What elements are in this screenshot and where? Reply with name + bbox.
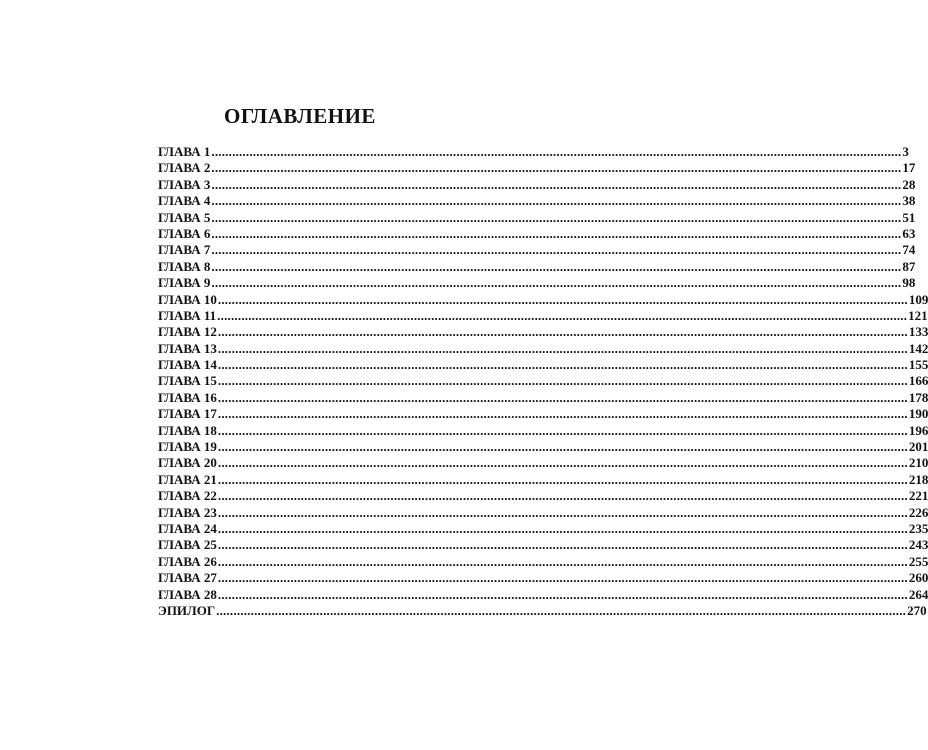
toc-dot-leader: ........................................................................................................................................................................................................ — [211, 209, 902, 225]
toc-entry — [158, 504, 928, 521]
toc-entry — [158, 488, 928, 504]
toc-entry-page-number: 243 — [908, 537, 928, 553]
toc-entry — [158, 209, 916, 226]
toc-dot-leader: ........................................................................................................................................................................................................ — [217, 307, 908, 323]
toc-entry — [158, 225, 916, 242]
toc-entry-label: ЭПИЛОГ — [158, 602, 216, 618]
toc-dot-leader: ........................................................................................................................................................................................................ — [217, 291, 908, 307]
toc-entry-page-number: 190 — [908, 406, 928, 422]
toc-entry-page-number: 109 — [908, 291, 928, 307]
toc-entry-page-number: 121 — [908, 307, 928, 323]
toc-dot-leader: ........................................................................................................................................................................................................ — [217, 406, 908, 422]
toc-entry-label: ГЛАВА 20 — [158, 455, 217, 471]
toc-entry-label: ГЛАВА 6 — [158, 225, 211, 241]
toc-entry-page-number: 260 — [908, 570, 928, 586]
toc-dot-leader: ........................................................................................................................................................................................................ — [211, 225, 902, 241]
toc-entry — [158, 176, 916, 193]
toc-entry-page-number: 74 — [902, 242, 916, 258]
toc-entry-label: ГЛАВА 7 — [158, 242, 211, 258]
toc-entry-label: ГЛАВА 28 — [158, 586, 217, 602]
toc-entry-label: ГЛАВА 22 — [158, 488, 217, 504]
toc-entry-label: ГЛАВА 9 — [158, 275, 211, 291]
toc-entry-label: ГЛАВА 14 — [158, 357, 217, 373]
toc-entry-label: ГЛАВА 1 — [158, 144, 211, 159]
toc-entry — [158, 586, 928, 603]
toc-entry — [158, 340, 928, 357]
toc-entry-page-number: 63 — [902, 225, 916, 241]
toc-dot-leader: ........................................................................................................................................................................................................ — [217, 553, 908, 569]
toc-entry-label: ГЛАВА 27 — [158, 570, 217, 586]
toc-dot-leader: ........................................................................................................................................................................................................ — [217, 504, 908, 520]
toc-entry-label: ГЛАВА 26 — [158, 553, 217, 569]
toc-entry-page-number: 38 — [902, 193, 916, 209]
toc-entry-page-number: 133 — [908, 324, 928, 340]
toc-dot-leader: ........................................................................................................................................................................................................ — [217, 520, 908, 536]
toc-entry — [158, 357, 928, 373]
toc-dot-leader: ........................................................................................................................................................................................................ — [217, 357, 908, 373]
table-of-contents — [158, 144, 928, 619]
toc-entry — [158, 275, 916, 291]
toc-entry — [158, 291, 928, 308]
toc-entry — [158, 307, 928, 324]
toc-entry-label: ГЛАВА 2 — [158, 160, 211, 176]
toc-entry-label: ГЛАВА 18 — [158, 422, 217, 438]
toc-entry-page-number: 142 — [908, 340, 928, 356]
toc-entry-label: ГЛАВА 3 — [158, 176, 211, 192]
toc-dot-leader: ........................................................................................................................................................................................................ — [217, 537, 908, 553]
toc-entry — [158, 324, 928, 340]
toc-dot-leader: ........................................................................................................................................................................................................ — [217, 373, 908, 389]
toc-entry — [158, 258, 916, 275]
toc-entry-label: ГЛАВА 11 — [158, 307, 217, 323]
toc-entry — [158, 455, 928, 471]
toc-dot-leader: ........................................................................................................................................................................................................ — [217, 422, 908, 438]
toc-entry-label: ГЛАВА 4 — [158, 193, 211, 209]
toc-dot-leader: ........................................................................................................................................................................................................ — [217, 471, 908, 487]
toc-entry-label: ГЛАВА 8 — [158, 258, 211, 274]
toc-entry-label: ГЛАВА 25 — [158, 537, 217, 553]
toc-dot-leader: ........................................................................................................................................................................................................ — [211, 275, 902, 291]
toc-entry — [158, 570, 928, 586]
toc-entry-page-number: 221 — [908, 488, 928, 504]
toc-entry — [158, 373, 928, 389]
toc-dot-leader: ........................................................................................................................................................................................................ — [217, 570, 908, 586]
toc-entry-label: ГЛАВА 21 — [158, 471, 217, 487]
toc-entry — [158, 553, 928, 570]
toc-entry-page-number: 17 — [902, 160, 916, 176]
toc-entry-page-number: 87 — [902, 258, 916, 274]
toc-entry-page-number: 178 — [908, 389, 928, 405]
toc-dot-leader: ........................................................................................................................................................................................................ — [211, 258, 902, 274]
toc-entry-page-number: 155 — [908, 357, 928, 373]
toc-entry — [158, 144, 909, 160]
toc-entry-page-number: 235 — [908, 520, 928, 536]
toc-dot-leader: ........................................................................................................................................................................................................ — [211, 160, 902, 176]
toc-entry — [158, 602, 927, 619]
toc-entry-label: ГЛАВА 15 — [158, 373, 217, 389]
toc-dot-leader: ........................................................................................................................................................................................................ — [216, 602, 907, 618]
toc-entry-page-number: 98 — [902, 275, 916, 291]
toc-entry-page-number: 226 — [908, 504, 928, 520]
toc-entry-page-number: 218 — [908, 471, 928, 487]
toc-entry-page-number: 166 — [908, 373, 928, 389]
toc-dot-leader: ........................................................................................................................................................................................................ — [217, 488, 908, 504]
toc-entry — [158, 520, 928, 537]
toc-dot-leader: ........................................................................................................................................................................................................ — [217, 389, 908, 405]
toc-entry-page-number: 201 — [908, 439, 928, 455]
toc-dot-leader: ........................................................................................................................................................................................................ — [211, 176, 902, 192]
toc-dot-leader: ........................................................................................................................................................................................................ — [211, 242, 902, 258]
toc-entry-label: ГЛАВА 5 — [158, 209, 211, 225]
toc-entry-page-number: 51 — [902, 209, 916, 225]
toc-entry-label: ГЛАВА 23 — [158, 504, 217, 520]
toc-entry — [158, 389, 928, 406]
toc-entry — [158, 160, 916, 176]
toc-entry — [158, 537, 928, 553]
toc-entry-label: ГЛАВА 10 — [158, 291, 217, 307]
toc-entry — [158, 242, 916, 258]
toc-entry-page-number: 264 — [908, 586, 928, 602]
toc-dot-leader: ........................................................................................................................................................................................................ — [217, 455, 908, 471]
toc-entry — [158, 422, 928, 439]
toc-entry — [158, 471, 928, 488]
toc-entry-label: ГЛАВА 13 — [158, 340, 217, 356]
toc-dot-leader: ........................................................................................................................................................................................................ — [217, 340, 908, 356]
toc-dot-leader: ........................................................................................................................................................................................................ — [211, 144, 902, 159]
toc-entry-page-number: 270 — [907, 602, 927, 618]
toc-entry-page-number: 3 — [902, 144, 909, 159]
toc-entry-label: ГЛАВА 12 — [158, 324, 217, 340]
toc-entry-page-number: 28 — [902, 176, 916, 192]
toc-dot-leader: ........................................................................................................................................................................................................ — [217, 324, 908, 340]
toc-entry — [158, 439, 928, 455]
toc-entry-label: ГЛАВА 24 — [158, 520, 217, 536]
toc-entry-label: ГЛАВА 17 — [158, 406, 217, 422]
toc-entry-page-number: 255 — [908, 553, 928, 569]
toc-entry-page-number: 196 — [908, 422, 928, 438]
toc-entry-page-number: 210 — [908, 455, 928, 471]
toc-entry — [158, 193, 916, 209]
toc-entry — [158, 406, 928, 422]
toc-dot-leader: ........................................................................................................................................................................................................ — [211, 193, 902, 209]
toc-entry-label: ГЛАВА 19 — [158, 439, 217, 455]
toc-dot-leader: ........................................................................................................................................................................................................ — [217, 586, 908, 602]
toc-entry-label: ГЛАВА 16 — [158, 389, 217, 405]
page-title: ОГЛАВЛЕНИЕ — [224, 104, 376, 128]
toc-dot-leader: ........................................................................................................................................................................................................ — [217, 439, 908, 455]
